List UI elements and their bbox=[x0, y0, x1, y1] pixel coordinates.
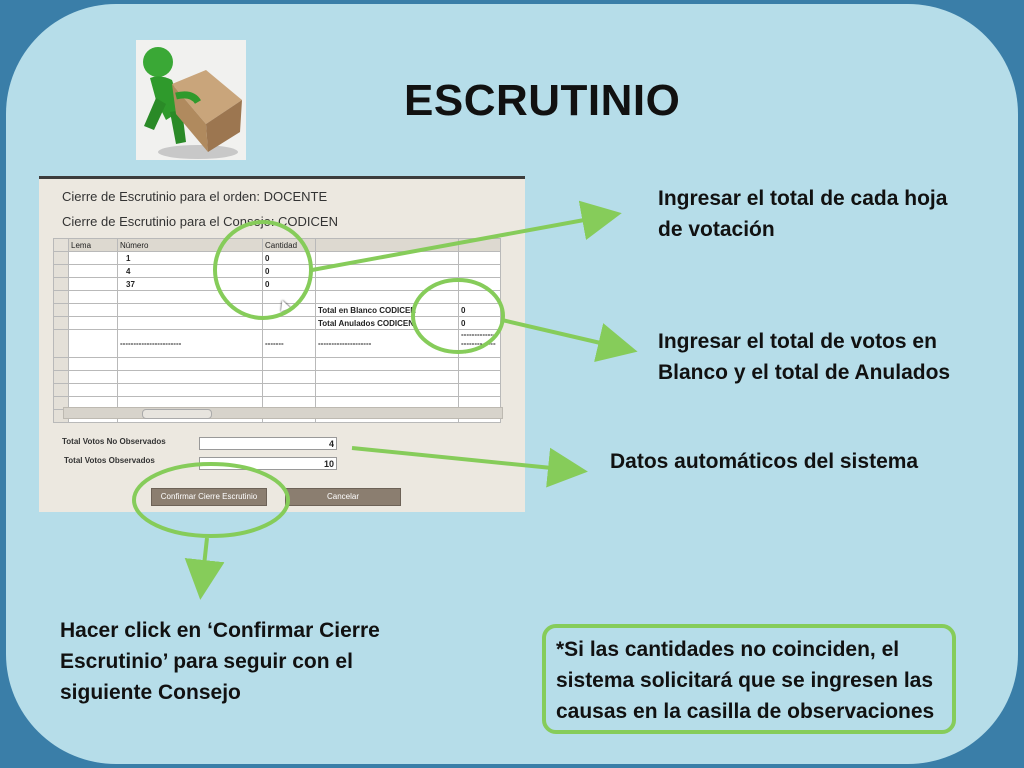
votos-observados-field[interactable]: 10 bbox=[199, 457, 337, 470]
callout-box bbox=[542, 624, 956, 734]
note-ingresar-total-votos: Ingresar el total de votos en Blanco y el total de Anulados bbox=[658, 330, 951, 384]
numero-cell[interactable]: 1 bbox=[118, 252, 263, 265]
separator: -------------------- bbox=[316, 330, 459, 358]
cantidad-cell[interactable]: 0 bbox=[263, 252, 316, 265]
note-hacer-click: Hacer click en ‘Confirmar Cierre Escrutinio’ para seguir con el siguiente Consejo bbox=[60, 619, 380, 704]
column-header-lema: Lema bbox=[69, 239, 118, 252]
highlight-circle-cantidad bbox=[215, 222, 311, 318]
cantidad-cell[interactable]: 0 bbox=[263, 265, 316, 278]
separator: ------- bbox=[263, 330, 316, 358]
callout-text: *Si las cantidades no coinciden, el sistema solicitará que se ingresen las causas en la casilla de observaciones bbox=[556, 638, 935, 723]
cantidad-cell[interactable]: 0 bbox=[263, 278, 316, 291]
header-orden: Cierre de Escrutinio para el orden: DOCENTE bbox=[62, 189, 328, 204]
column-header-cantidad: Cantidad bbox=[263, 239, 316, 252]
numero-cell[interactable]: 4 bbox=[118, 265, 263, 278]
page-title: ESCRUTINIO bbox=[404, 76, 681, 125]
votos-observados-label: Total Votos Observados bbox=[64, 456, 155, 465]
total-blanco-value[interactable]: 0 bbox=[459, 304, 501, 317]
column-header-numero: Número bbox=[118, 239, 263, 252]
confirm-cierre-button[interactable]: Confirmar Cierre Escrutinio bbox=[151, 488, 267, 506]
header-consejo: Cierre de Escrutinio para el Consejo: CODICEN bbox=[62, 214, 338, 229]
note-ingresar-total-hoja: Ingresar el total de cada hoja de votación bbox=[658, 187, 948, 241]
cancel-button[interactable]: Cancelar bbox=[285, 488, 401, 506]
total-anulados-value[interactable]: 0 bbox=[459, 317, 501, 330]
arrow-to-hoja bbox=[312, 216, 606, 270]
separator: ---------------------------- bbox=[459, 330, 501, 358]
numero-cell[interactable]: 37 bbox=[118, 278, 263, 291]
total-blanco-label: Total en Blanco CODICEN bbox=[316, 304, 459, 317]
separator: ----------------------- bbox=[118, 330, 263, 358]
highlight-circle-totales bbox=[413, 280, 503, 352]
total-anulados-label: Total Anulados CODICEN bbox=[316, 317, 459, 330]
votos-no-observados-label: Total Votos No Observados bbox=[62, 437, 166, 446]
arrow-to-hacer-click bbox=[202, 538, 207, 584]
votos-no-observados-field[interactable]: 4 bbox=[199, 437, 337, 450]
note-datos-automaticos: Datos automáticos del sistema bbox=[610, 450, 919, 473]
arrow-to-datos bbox=[352, 448, 572, 470]
highlight-circle-confirm bbox=[134, 464, 288, 536]
arrow-to-blanco bbox=[502, 320, 622, 348]
